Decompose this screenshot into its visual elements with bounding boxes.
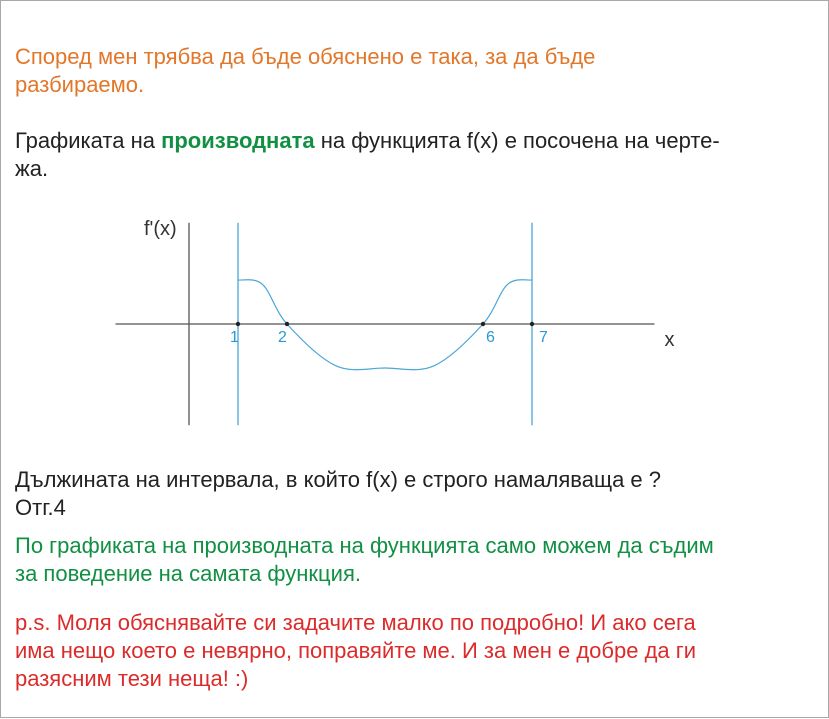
note-paragraph [15,532,820,588]
point-x-7 [530,322,534,326]
point-x-2 [285,322,289,326]
tick-label-7: 7 [539,329,548,346]
tick-label-6: 6 [486,329,495,346]
problem-line-2: жа. [15,156,49,181]
derivative-highlight: производната [161,128,315,153]
ps-paragraph [15,609,820,693]
point-x-1 [236,322,240,326]
y-axis-label: f'(x) [144,217,177,240]
note-line-1: По графиката на производната на функцията само можем да съдим [15,533,714,558]
tick-label-1: 1 [230,329,239,346]
ps-line-1: p.s. Моля обяснявайте си задачите малко по подробно! И ако сега [15,610,696,635]
problem-text-after: на функцията f(x) е посочена на черте- [314,128,720,153]
tick-label-2: 2 [278,329,287,346]
intro-line-1: Според мен трябва да бъде обяснено е така, за да бъде [15,44,596,69]
question-text: Дължината на интервала, в който f(x) е строго намаляваща е ? [15,467,662,492]
ps-line-3: разясним тези неща! :) [15,666,249,691]
x-axis-label: x [664,329,675,351]
ps-line-2: има нещо което е невярно, поправяйте ме. И за мен е добре да ги [15,638,697,663]
note-line-2: за поведение на самата функция. [15,561,361,586]
intro-line-2: разбираемо. [15,72,145,97]
problem-text-before: Графиката на [15,128,162,153]
point-x-6 [481,322,485,326]
derivative-curve [238,280,532,370]
answer-text: Отг.4 [15,495,66,520]
